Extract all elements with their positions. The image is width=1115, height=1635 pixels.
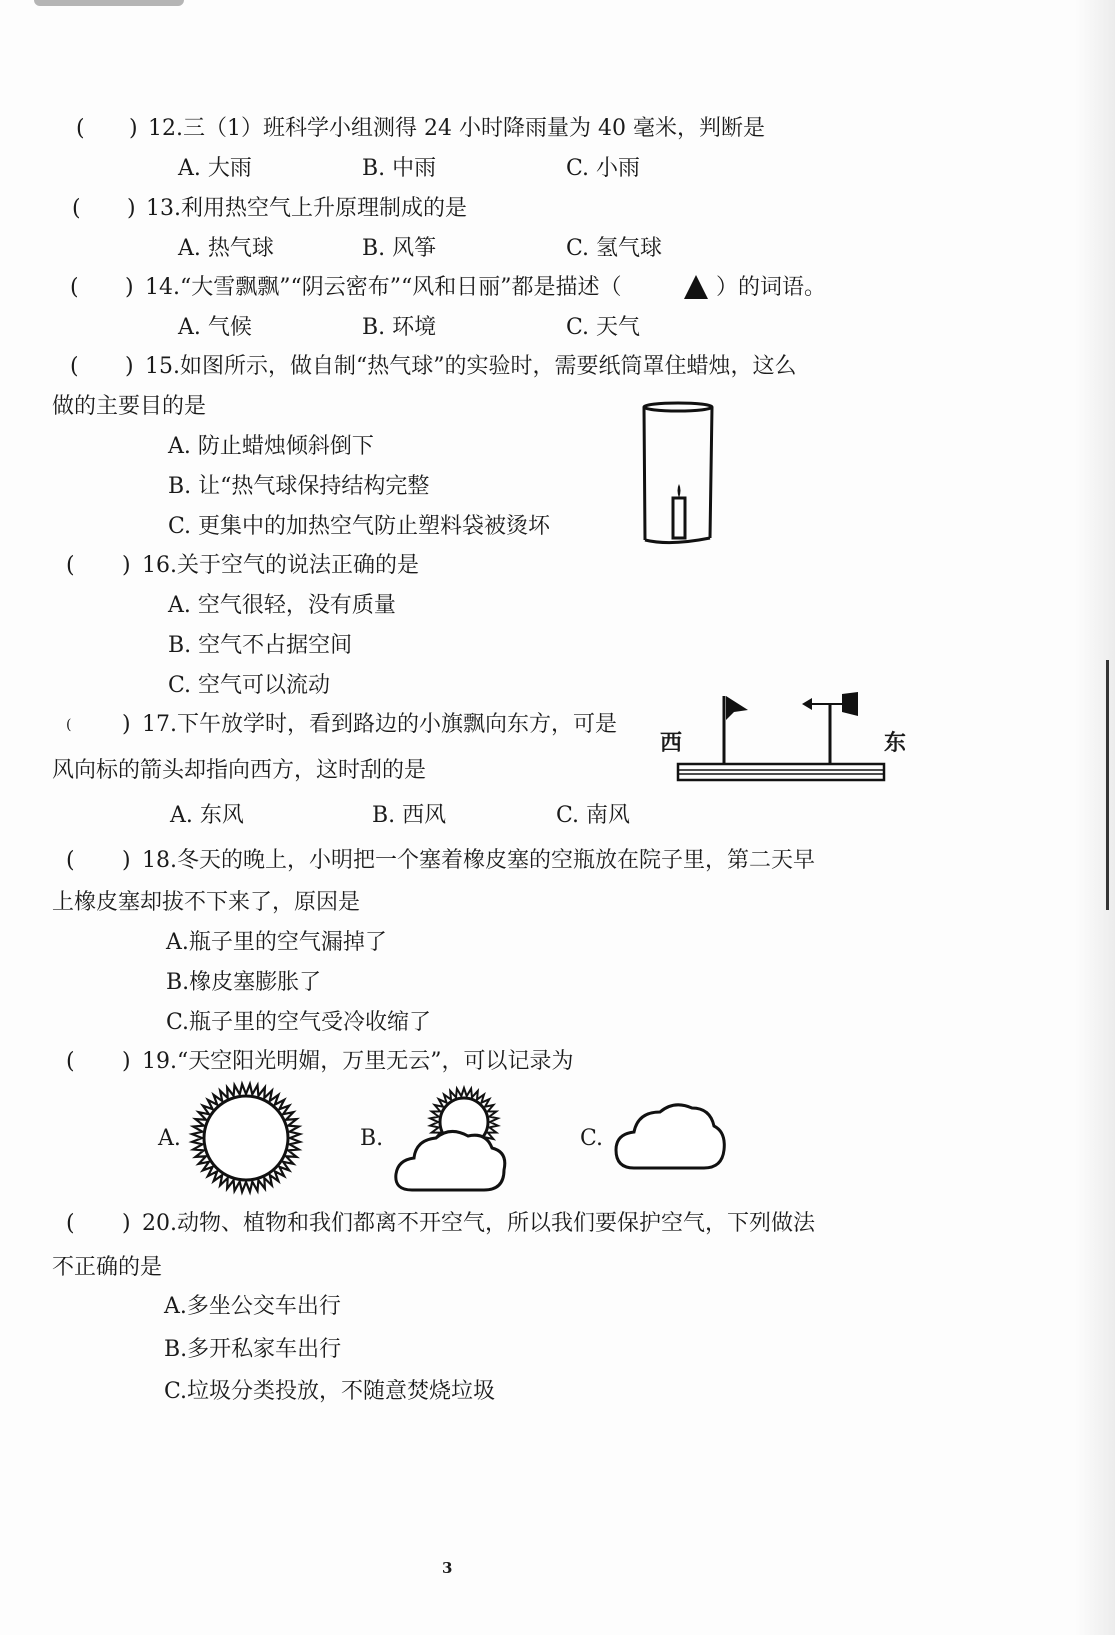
option-b[interactable]: B. 环境 — [362, 315, 437, 340]
option-c[interactable]: C. — [580, 1126, 604, 1151]
option-a[interactable]: A.多坐公交车出行 — [164, 1294, 341, 1319]
option-c[interactable]: C. 空气可以流动 — [168, 673, 331, 698]
scan-edge-gradient — [1075, 0, 1115, 1635]
answer-bracket-open[interactable]: ( — [72, 196, 81, 221]
option-a[interactable]: A. 空气很轻，没有质量 — [168, 593, 396, 618]
answer-bracket-open[interactable]: ( — [66, 717, 72, 733]
option-a[interactable]: A. 大雨 — [178, 156, 252, 181]
scan-edge-shadow — [34, 0, 184, 6]
question-stem-continued: 做的主要目的是 — [52, 394, 207, 419]
answer-bracket-open[interactable]: ( — [76, 116, 85, 141]
option-c[interactable]: C. 南风 — [556, 803, 631, 828]
option-b[interactable]: B.多开私家车出行 — [164, 1337, 342, 1362]
question-stem: 13.利用热空气上升原理制成的是 — [146, 196, 467, 221]
page-number: 3 — [442, 1559, 453, 1577]
scan-edge-mark — [1106, 660, 1109, 910]
option-b[interactable]: B. 中雨 — [362, 156, 437, 181]
east-label: 东 — [884, 730, 907, 756]
option-a[interactable]: A. 气候 — [178, 315, 252, 340]
option-c[interactable]: C. 天气 — [566, 315, 641, 340]
question-stem-continued: 不正确的是 — [52, 1255, 163, 1280]
answer-bracket-open[interactable]: ( — [66, 848, 75, 873]
question-stem: 20.动物、植物和我们都离不开空气，所以我们要保护空气，下列做法 — [142, 1211, 815, 1236]
answer-bracket-open[interactable]: ( — [66, 553, 75, 578]
answer-bracket-close: ) — [122, 553, 131, 578]
option-b[interactable]: B. — [360, 1126, 384, 1151]
cloud-icon — [612, 1098, 728, 1172]
triangle-placeholder-icon — [682, 274, 710, 300]
question-stem: 12.三（1）班科学小组测得 24 小时降雨量为 40 毫米，判断是 — [148, 116, 765, 141]
answer-bracket-open[interactable]: ( — [70, 275, 79, 300]
option-b[interactable]: B. 让“热气球保持结构完整 — [168, 474, 430, 499]
answer-bracket-close: ) — [125, 354, 134, 379]
answer-bracket-close: ) — [122, 1211, 131, 1236]
option-a[interactable]: A.瓶子里的空气漏掉了 — [166, 930, 387, 955]
answer-bracket-open[interactable]: ( — [70, 354, 79, 379]
partly-cloudy-icon — [392, 1086, 510, 1198]
option-a[interactable]: A. — [158, 1126, 181, 1151]
option-c[interactable]: C. 更集中的加热空气防止塑料袋被烫坏 — [168, 514, 551, 539]
option-a[interactable]: A. 热气球 — [178, 236, 274, 261]
west-label: 西 — [660, 730, 683, 756]
question-stem: 19.“天空阳光明媚，万里无云”，可以记录为 — [142, 1049, 574, 1074]
question-stem: 18.冬天的晚上，小明把一个塞着橡皮塞的空瓶放在院子里，第二天早 — [142, 848, 815, 873]
option-c[interactable]: C.瓶子里的空气受冷收缩了 — [166, 1010, 432, 1035]
option-c[interactable]: C.垃圾分类投放，不随意焚烧垃圾 — [164, 1379, 496, 1404]
question-stem: 14.“大雪飘飘”“阴云密布”“风和日丽”都是描述（ — [145, 275, 622, 300]
answer-bracket-open[interactable]: ( — [66, 1211, 75, 1236]
option-b[interactable]: B. 空气不占据空间 — [168, 633, 353, 658]
option-a[interactable]: A. 东风 — [170, 803, 244, 828]
option-b[interactable]: B.橡皮塞膨胀了 — [166, 970, 322, 995]
option-b[interactable]: B. 西风 — [372, 803, 447, 828]
answer-bracket-close: ) — [122, 1049, 131, 1074]
option-a[interactable]: A. 防止蜡烛倾斜倒下 — [168, 434, 374, 459]
paper-tube-candle-figure — [640, 400, 720, 548]
question-stem-continued: 风向标的箭头却指向西方，这时刮的是 — [52, 758, 427, 783]
question-stem-end: ）的词语。 — [716, 275, 827, 300]
answer-bracket-close: ) — [122, 712, 131, 737]
answer-bracket-close: ) — [122, 848, 131, 873]
flag-and-wind-vane-figure — [676, 688, 888, 784]
question-stem: 16.关于空气的说法正确的是 — [142, 553, 419, 578]
option-c[interactable]: C. 小雨 — [566, 156, 641, 181]
sun-icon — [190, 1082, 302, 1194]
option-c[interactable]: C. 氢气球 — [566, 236, 663, 261]
question-stem: 15.如图所示，做自制“热气球”的实验时，需要纸筒罩住蜡烛，这么 — [145, 354, 797, 379]
question-stem-continued: 上橡皮塞却拔不下来了，原因是 — [52, 890, 361, 915]
answer-bracket-close: ) — [125, 275, 134, 300]
option-b[interactable]: B. 风筝 — [362, 236, 437, 261]
question-stem: 17.下午放学时，看到路边的小旗飘向东方，可是 — [142, 712, 617, 737]
answer-bracket-open[interactable]: ( — [66, 1049, 75, 1074]
answer-bracket-close: ) — [129, 116, 138, 141]
answer-bracket-close: ) — [127, 196, 136, 221]
